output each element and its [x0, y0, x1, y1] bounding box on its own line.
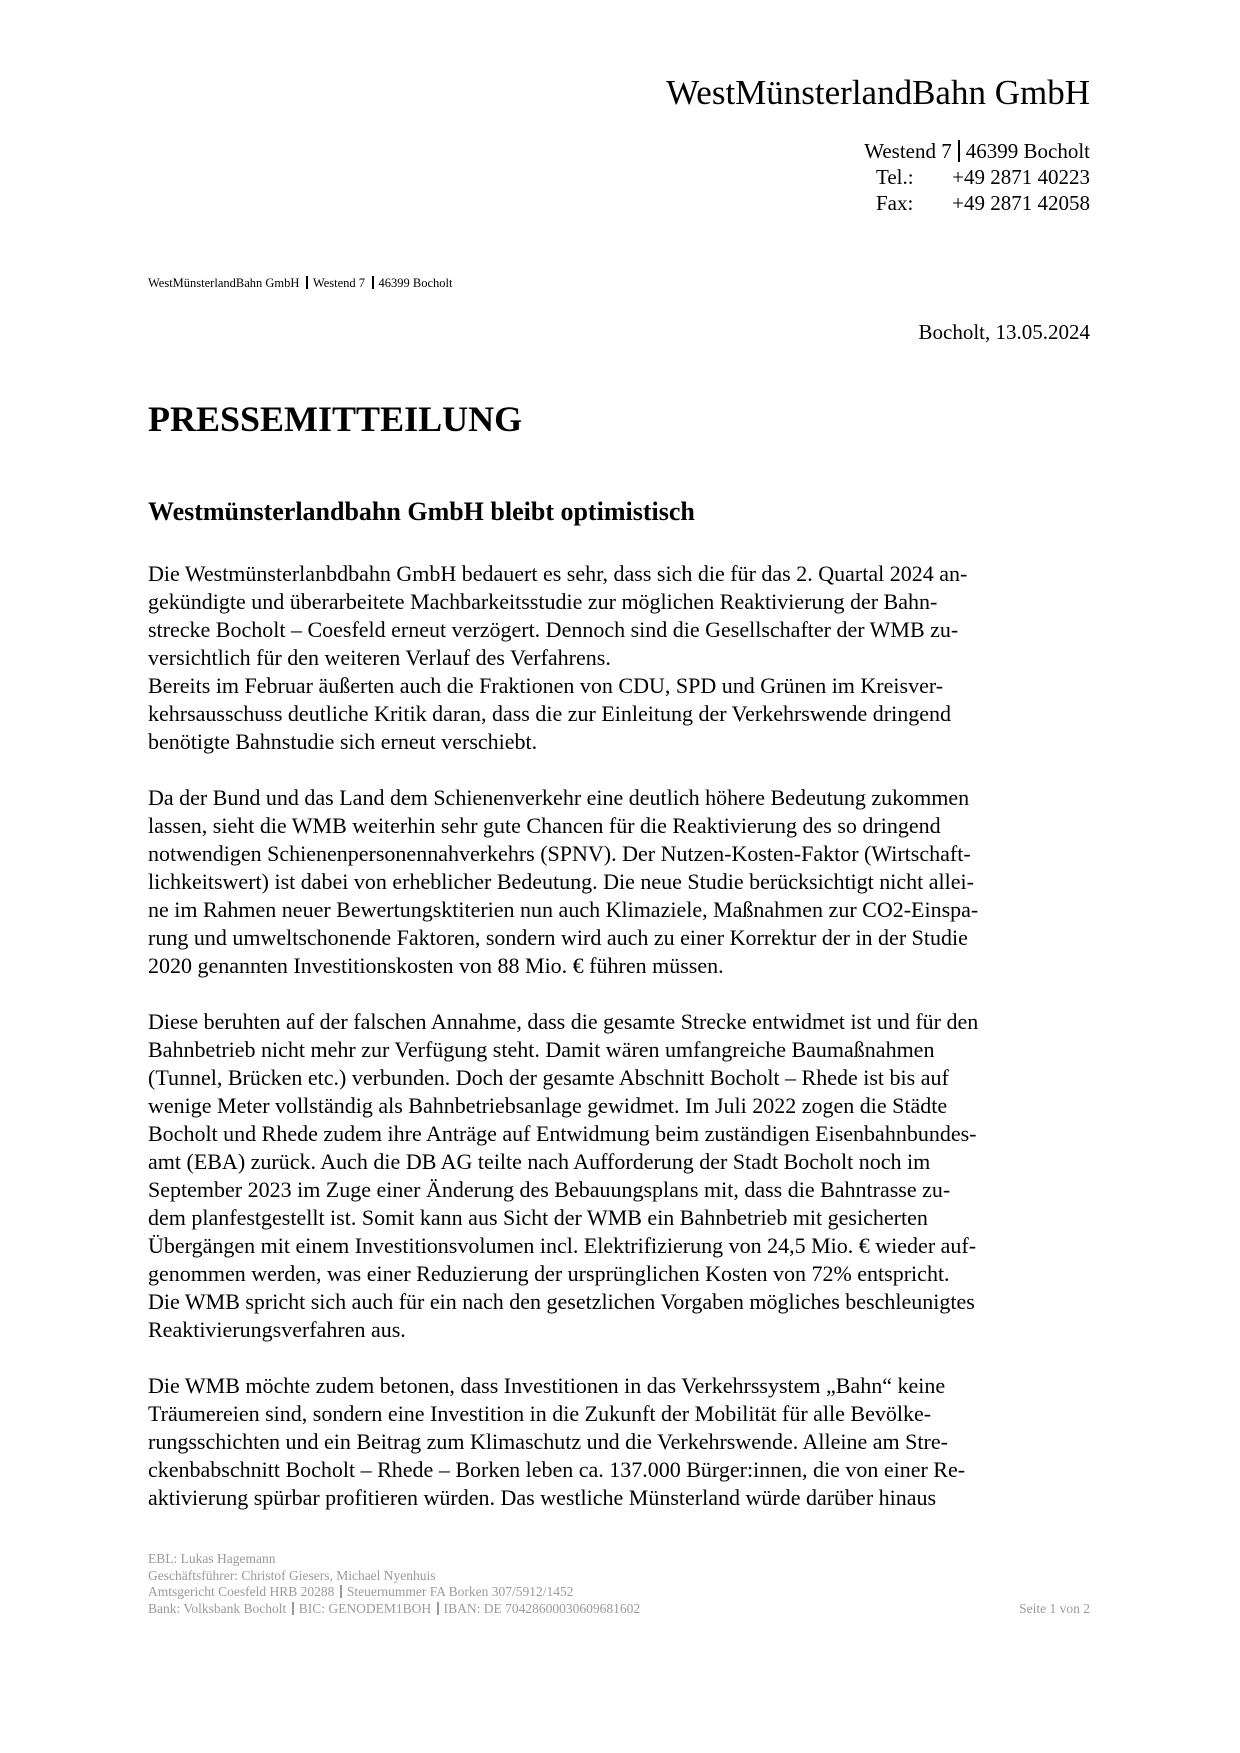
text-line: lassen, sieht die WMB weiterhin sehr gute Chancen für die Reaktivierung des so dringend — [148, 813, 941, 838]
footer-bank: Bank: Volksbank Bocholt — [148, 1600, 287, 1616]
footer-registry-line — [148, 1584, 1092, 1601]
separator — [340, 1585, 342, 1598]
text-line: Die Westmünsterlanbdbahn GmbH bedauert es sehr, dass sich die für das 2. Quartal 2024 an- — [148, 561, 968, 586]
separator — [958, 140, 960, 162]
text-line: lichkeitswert) ist dabei von erheblicher Bedeutung. Die neue Studie berücksichtigt nicht allei- — [148, 869, 974, 894]
text-line: notwendigen Schienenpersonennahverkehrs (SPNV). Der Nutzen-Kosten-Faktor (Wirtschaft- — [148, 841, 971, 866]
document-subtitle: Westmünsterlandbahn GmbH bleibt optimistisch — [148, 497, 695, 526]
paragraph — [148, 672, 1092, 756]
street-city-line — [864, 138, 1090, 164]
document-title: PRESSEMITTEILUNG — [148, 399, 523, 439]
body-text — [148, 560, 1092, 1540]
footer-bic: BIC: GENODEM1BOH — [298, 1600, 432, 1616]
footer-tax: Steuernummer FA Borken 307/5912/1452 — [346, 1584, 574, 1599]
footer-iban: IBAN: DE 70428600030609681602 — [443, 1600, 641, 1616]
fax-line — [864, 190, 1090, 216]
text-line: Bereits im Februar äußerten auch die Fraktionen von CDU, SPD und Grünen im Kreisver- — [148, 673, 944, 698]
sender-street: Westend 7 — [312, 276, 366, 290]
text-line: rungsschichten und ein Beitrag zum Klimaschutz und die Verkehrswende. Alleine am Stre- — [148, 1429, 948, 1454]
text-line: September 2023 im Zuge einer Änderung des Bebauungsplans mit, dass die Bahntrasse zu- — [148, 1177, 951, 1202]
text-line: Reaktivierungsverfahren aus. — [148, 1317, 406, 1342]
text-line: Da der Bund und das Land dem Schienenverkehr eine deutlich höhere Bedeutung zukommen — [148, 785, 970, 810]
text-line: wenige Meter vollständig als Bahnbetriebsanlage gewidmet. Im Juli 2022 zogen die Städte — [148, 1093, 948, 1118]
tel-number: +49 2871 40223 — [952, 165, 1090, 189]
paragraph — [148, 784, 1092, 980]
letterhead-address — [864, 138, 1090, 216]
text-line: amt (EBA) zurück. Auch die DB AG teilte nach Aufforderung der Stadt Bocholt noch im — [148, 1149, 931, 1174]
text-line: dem planfestgestellt ist. Somit kann aus Sicht der WMB ein Bahnbetrieb mit gesicherten — [148, 1205, 928, 1230]
footer-court: Amtsgericht Coesfeld HRB 20288 — [148, 1584, 335, 1599]
paragraph — [148, 1372, 1092, 1512]
text-line: benötigte Bahnstudie sich erneut verschiebt. — [148, 729, 538, 754]
text-line: ckenbabschnitt Bocholt – Rhede – Borken leben ca. 137.000 Bürger:innen, die von einer Re- — [148, 1457, 966, 1482]
footer-management: Geschäftsführer: Christof Giesers, Michael Nyenhuis — [148, 1567, 436, 1583]
page-number: Seite 1 von 2 — [1019, 1601, 1090, 1616]
paragraph — [148, 560, 1092, 672]
text-line: kehrsausschuss deutliche Kritik daran, dass die zur Einleitung der Verkehrswende dringend — [148, 701, 951, 726]
text-line: gekündigte und überarbeitete Machbarkeitsstudie zur möglichen Reaktivierung der Bahn- — [148, 589, 938, 614]
fax-label: Fax: — [876, 191, 914, 215]
text-line: Bahnbetrieb nicht mehr zur Verfügung steht. Damit wären umfangreiche Baumaßnahmen — [148, 1037, 935, 1062]
sender-city: 46399 Bocholt — [378, 276, 453, 290]
text-line: Die WMB spricht sich auch für ein nach den gesetzlichen Vorgaben mögliches beschleunigtes — [148, 1289, 975, 1314]
separator — [292, 1602, 294, 1615]
text-line: aktivierung spürbar profitieren würden. Das westliche Münsterland würde darüber hinaus — [148, 1485, 937, 1510]
text-line: Bocholt und Rhede zudem ihre Anträge auf Entwidmung beim zuständigen Eisenbahnbundes- — [148, 1121, 977, 1146]
text-line: 2020 genannten Investitionskosten von 88 Mio. € führen müssen. — [148, 953, 724, 978]
text-line: Die WMB möchte zudem betonen, dass Investitionen in das Verkehrssystem „Bahn“ keine — [148, 1373, 946, 1398]
city: 46399 Bocholt — [965, 139, 1090, 163]
tel-label: Tel.: — [876, 165, 914, 189]
company-name: WestMünsterlandBahn GmbH — [666, 73, 1090, 112]
separator — [372, 276, 374, 289]
text-line: strecke Bocholt – Coesfeld erneut verzögert. Dennoch sind die Gesellschafter der WMB zu- — [148, 617, 959, 642]
sender-company: WestMünsterlandBahn GmbH — [148, 276, 300, 290]
text-line: rung und umweltschonende Faktoren, sondern wird auch zu einer Korrektur der in der Studie — [148, 925, 968, 950]
sender-line — [148, 276, 452, 291]
text-line: (Tunnel, Brücken etc.) verbunden. Doch der gesamte Abschnitt Bocholt – Rhede ist bis auf — [148, 1065, 949, 1090]
footer-bank-line — [148, 1601, 1092, 1618]
text-line: Diese beruhten auf der falschen Annahme, dass die gesamte Strecke entwidmet ist und für den — [148, 1009, 979, 1034]
letter-date: Bocholt, 13.05.2024 — [918, 320, 1090, 344]
separator — [437, 1602, 439, 1615]
street: Westend 7 — [864, 139, 952, 163]
text-line: Träumereien sind, sondern eine Investition in die Zukunft der Mobilität für alle Bevölke- — [148, 1401, 932, 1426]
page-footer — [148, 1551, 1092, 1617]
text-line: Übergängen mit einem Investitionsvolumen incl. Elektrifizierung von 24,5 Mio. € wieder auf- — [148, 1233, 977, 1258]
fax-number: +49 2871 42058 — [952, 191, 1090, 215]
tel-line — [864, 164, 1090, 190]
text-line: ne im Rahmen neuer Bewertungsktiterien nun auch Klimaziele, Maßnahmen zur CO2-Einspa- — [148, 897, 979, 922]
separator — [306, 276, 308, 289]
paragraph — [148, 1008, 1092, 1344]
text-line: genommen werden, was einer Reduzierung der ursprünglichen Kosten von 72% entspricht. — [148, 1261, 950, 1286]
footer-ebl: EBL: Lukas Hagemann — [148, 1551, 276, 1566]
text-line: versichtlich für den weiteren Verlauf des Verfahrens. — [148, 645, 611, 670]
